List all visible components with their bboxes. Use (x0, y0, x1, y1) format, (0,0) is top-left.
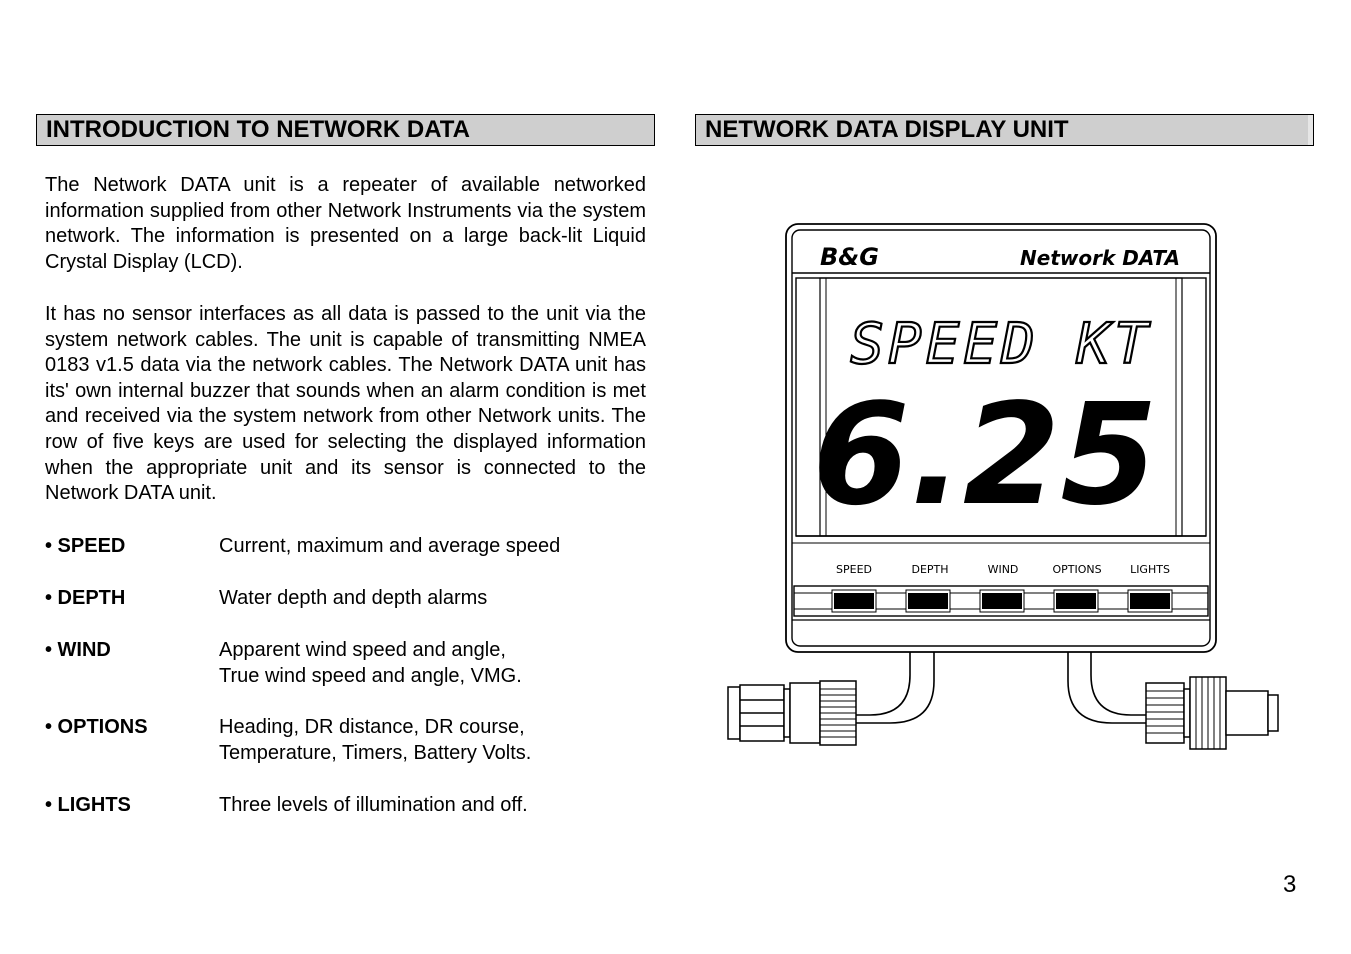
lcd-mode-text: SPEED KT (850, 312, 1152, 377)
brand-logo: B&G (820, 243, 879, 271)
feature-line: Water depth and depth alarms (219, 587, 488, 609)
key-label-wind: WIND (987, 563, 1019, 576)
feature-desc (219, 793, 528, 819)
feature-line: Three levels of illumination and off. (219, 794, 528, 816)
feature-key: • LIGHTS (45, 794, 131, 816)
key-label-depth: DEPTH (911, 563, 949, 576)
key-label-lights: LIGHTS (1130, 563, 1170, 576)
feature-line: True wind speed and angle, VMG. (219, 664, 522, 687)
network-data-unit-illustration (720, 215, 1290, 755)
display-unit-heading: NETWORK DATA DISPLAY UNIT (695, 114, 1314, 146)
intro-paragraph: The Network DATA unit is a repeater of available networked information supplied from other Network Instruments via the system network. The information is presented on a large back-lit Liquid Crystal Display (LCD). (45, 174, 646, 273)
feature-line: Apparent wind speed and angle, (219, 639, 506, 661)
feature-line: Current, maximum and average speed (219, 535, 561, 557)
feature-key: • SPEED (45, 535, 126, 557)
key-label-options: OPTIONS (1052, 563, 1102, 576)
key-label-speed: SPEED (836, 563, 872, 576)
intro-heading: INTRODUCTION TO NETWORK DATA (36, 114, 655, 146)
feature-line: Temperature, Timers, Battery Volts. (219, 741, 532, 764)
feature-key: • WIND (45, 639, 111, 661)
feature-key: • OPTIONS (45, 716, 148, 738)
feature-desc (219, 586, 487, 612)
feature-key: • DEPTH (45, 587, 126, 609)
feature-desc (219, 715, 531, 766)
feature-line: Heading, DR distance, DR course, (219, 716, 525, 738)
cables (855, 651, 1146, 723)
model-label: Network DATA (1020, 246, 1180, 270)
page-number: 3 (1283, 871, 1297, 898)
feature-desc (219, 534, 560, 560)
feature-desc (219, 638, 522, 689)
interfaces-paragraph: It has no sensor interfaces as all data is passed to the unit via the system network cables. The unit is capable of transmitting NMEA 0183 v1.5 data via the network cables. The Network DATA unit has its' own internal buzzer that sounds when an alarm condition is met and received via the system network from other Network units. The row of five keys are used for selecting the displayed information when the appropriate unit and its sensor is connected to the Network DATA unit. (45, 303, 646, 505)
right-connector (1146, 677, 1278, 749)
left-connector (728, 681, 856, 745)
lcd-value: 6.25 (812, 374, 1158, 537)
